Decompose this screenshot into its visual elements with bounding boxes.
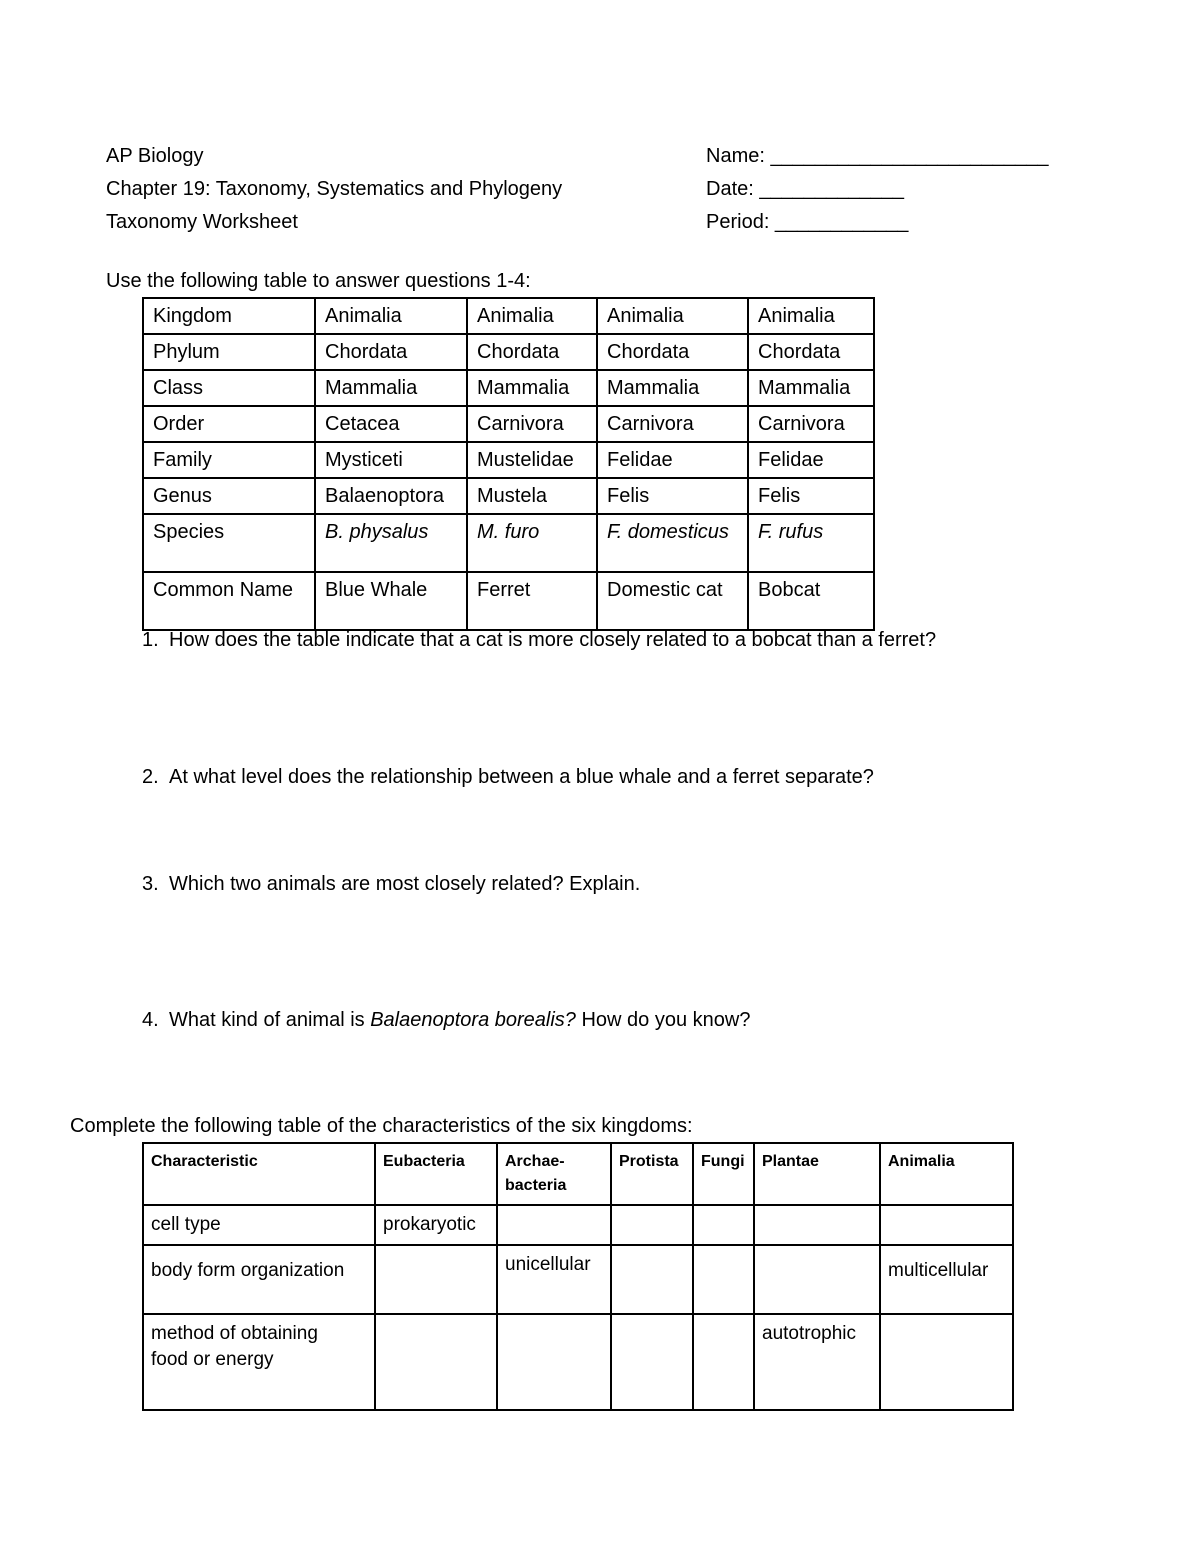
question-3 <box>142 873 640 896</box>
question-4 <box>142 1009 750 1032</box>
table2-instructions: Complete the following table of the characteristics of the six kingdoms: <box>70 1115 693 1137</box>
worksheet-header-right <box>706 140 1049 239</box>
question-text: How does the table indicate that a cat is more closely related to a bobcat than a ferret? <box>169 629 937 651</box>
row-label: Order <box>143 406 315 442</box>
table-cell: Felis <box>748 478 874 514</box>
species-name: Balaenoptora borealis? <box>370 1009 576 1031</box>
table-cell[interactable] <box>880 1314 1013 1410</box>
table-cell: Bobcat <box>748 572 874 630</box>
table-cell[interactable] <box>693 1245 754 1314</box>
table-cell: M. furo <box>467 514 597 572</box>
table-cell: Chordata <box>467 334 597 370</box>
table-cell: Mustelidae <box>467 442 597 478</box>
row-label: Common Name <box>143 572 315 630</box>
table-cell: Mammalia <box>315 370 467 406</box>
table-cell[interactable] <box>611 1205 693 1245</box>
table-cell[interactable]: prokaryotic <box>375 1205 497 1245</box>
table-cell: Chordata <box>315 334 467 370</box>
question-1 <box>142 629 936 652</box>
taxonomy-table <box>142 297 875 631</box>
row-label: method of obtaining food or energy <box>143 1314 375 1410</box>
column-header: Protista <box>611 1143 693 1205</box>
question-number: 3. <box>142 873 159 895</box>
table-cell[interactable]: multicellular <box>880 1245 1013 1314</box>
table-cell: F. rufus <box>748 514 874 572</box>
name-field[interactable]: Name: _________________________ <box>706 145 1049 167</box>
table-cell: Chordata <box>748 334 874 370</box>
table-cell: Animalia <box>597 298 748 334</box>
row-label: Kingdom <box>143 298 315 334</box>
table-cell: Mammalia <box>467 370 597 406</box>
question-text <box>169 1009 750 1031</box>
table-row <box>143 514 874 572</box>
table-cell: B. physalus <box>315 514 467 572</box>
row-label: cell type <box>143 1205 375 1245</box>
table-cell: Mammalia <box>597 370 748 406</box>
table-cell: Felidae <box>597 442 748 478</box>
table-header-row <box>143 1143 1013 1205</box>
table-cell[interactable] <box>375 1245 497 1314</box>
row-label: Species <box>143 514 315 572</box>
column-header: Characteristic <box>143 1143 375 1205</box>
table-row <box>143 298 874 334</box>
row-label: Class <box>143 370 315 406</box>
table-row <box>143 334 874 370</box>
worksheet-title: Taxonomy Worksheet <box>106 211 298 233</box>
table-cell: F. domesticus <box>597 514 748 572</box>
question-text-part: What kind of animal is <box>169 1009 371 1031</box>
table-cell: Blue Whale <box>315 572 467 630</box>
table-cell[interactable] <box>754 1205 880 1245</box>
kingdoms-table <box>142 1142 1014 1411</box>
table-cell[interactable] <box>497 1205 611 1245</box>
table-cell: Animalia <box>748 298 874 334</box>
table-cell[interactable] <box>611 1245 693 1314</box>
table-row <box>143 370 874 406</box>
table-cell: Mammalia <box>748 370 874 406</box>
table-cell[interactable] <box>497 1314 611 1410</box>
table-cell: Carnivora <box>597 406 748 442</box>
row-label: Family <box>143 442 315 478</box>
row-label: Phylum <box>143 334 315 370</box>
question-text: Which two animals are most closely related? Explain. <box>169 873 641 895</box>
table-cell: Felis <box>597 478 748 514</box>
column-header: Archae- bacteria <box>497 1143 611 1205</box>
table-cell[interactable] <box>693 1314 754 1410</box>
table-row <box>143 406 874 442</box>
column-header: Fungi <box>693 1143 754 1205</box>
column-header: Plantae <box>754 1143 880 1205</box>
table-cell[interactable] <box>693 1205 754 1245</box>
column-header: Animalia <box>880 1143 1013 1205</box>
chapter-title: Chapter 19: Taxonomy, Systematics and Phylogeny <box>106 178 563 200</box>
table-row <box>143 442 874 478</box>
table-row <box>143 478 874 514</box>
table-cell[interactable] <box>611 1314 693 1410</box>
table-cell[interactable]: autotrophic <box>754 1314 880 1410</box>
table-row <box>143 1205 1013 1245</box>
table-cell: Cetacea <box>315 406 467 442</box>
question-number: 2. <box>142 766 159 788</box>
table-cell: Felidae <box>748 442 874 478</box>
table1-instructions: Use the following table to answer questions 1-4: <box>106 270 531 292</box>
course-title: AP Biology <box>106 145 204 167</box>
table-cell: Chordata <box>597 334 748 370</box>
question-2 <box>142 766 874 789</box>
table-cell[interactable] <box>880 1205 1013 1245</box>
table-row <box>143 1314 1013 1410</box>
question-number: 4. <box>142 1009 159 1031</box>
table-cell: Animalia <box>315 298 467 334</box>
table-row <box>143 572 874 630</box>
worksheet-header-left <box>106 140 562 239</box>
table-cell: Carnivora <box>467 406 597 442</box>
table-cell: Mustela <box>467 478 597 514</box>
question-text-part: How do you know? <box>575 1009 751 1031</box>
table-cell[interactable] <box>754 1245 880 1314</box>
row-label: body form organization <box>143 1245 375 1314</box>
table-cell: Balaenoptora <box>315 478 467 514</box>
table-cell: Mysticeti <box>315 442 467 478</box>
period-field[interactable]: Period: ____________ <box>706 211 909 233</box>
table-cell: Animalia <box>467 298 597 334</box>
table-cell: Ferret <box>467 572 597 630</box>
question-number: 1. <box>142 629 159 651</box>
table-cell: Carnivora <box>748 406 874 442</box>
row-label: Genus <box>143 478 315 514</box>
table-cell[interactable]: unicellular <box>497 1245 611 1314</box>
question-text: At what level does the relationship between a blue whale and a ferret separate? <box>169 766 874 788</box>
table-row <box>143 1245 1013 1314</box>
table-cell[interactable] <box>375 1314 497 1410</box>
column-header: Eubacteria <box>375 1143 497 1205</box>
table-cell: Domestic cat <box>597 572 748 630</box>
date-field[interactable]: Date: _____________ <box>706 178 904 200</box>
